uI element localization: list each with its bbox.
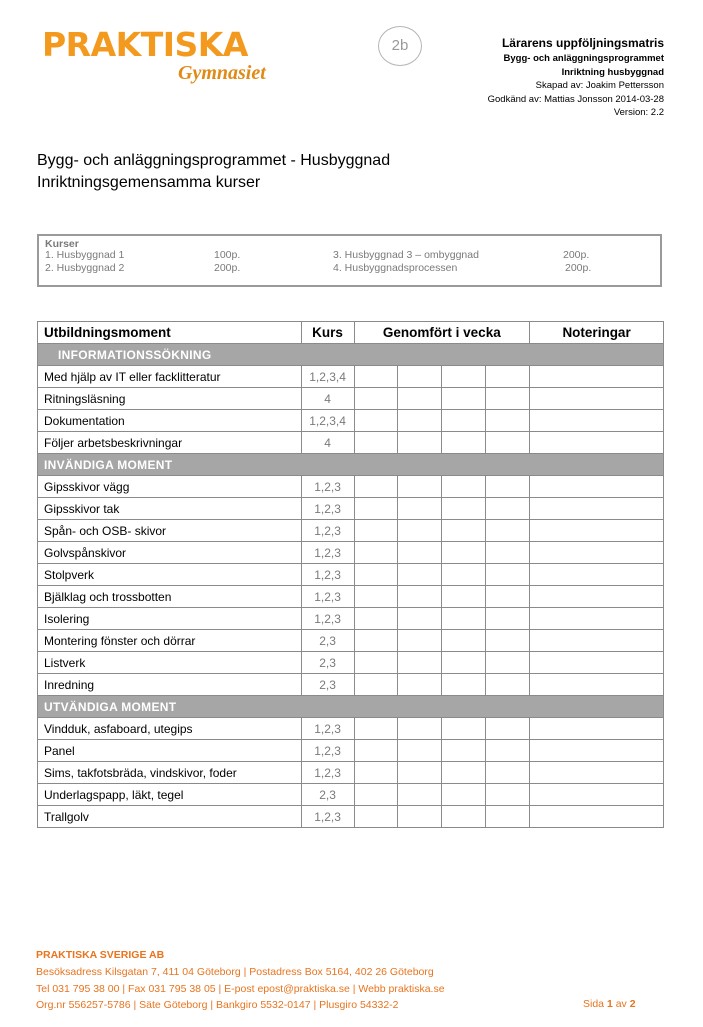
week-cell[interactable] (486, 388, 530, 410)
week-cell[interactable] (442, 586, 486, 608)
week-cell[interactable] (354, 432, 398, 454)
week-cell[interactable] (442, 630, 486, 652)
week-cell[interactable] (354, 806, 398, 828)
table-row (38, 718, 664, 740)
footer-address: Besöksadress Kilsgatan 7, 411 04 Göteborg | Postadress Box 5164, 402 26 Göteborg (36, 965, 434, 978)
week-cell[interactable] (442, 784, 486, 806)
week-cell[interactable] (398, 542, 442, 564)
course-name: 1. Husbyggnad 1 (45, 249, 125, 261)
week-cell[interactable] (442, 388, 486, 410)
week-cell[interactable] (354, 410, 398, 432)
header-utbildningsmoment: Utbildningsmoment (38, 322, 302, 344)
meta-title: Lärarens uppföljningsmatris (501, 36, 664, 50)
notes-cell[interactable] (530, 652, 664, 674)
table-row (38, 784, 664, 806)
week-cell[interactable] (354, 366, 398, 388)
notes-cell[interactable] (530, 564, 664, 586)
notes-cell[interactable] (530, 520, 664, 542)
table-row (38, 630, 664, 652)
moment-cell: Vindduk, asfaboard, utegips (38, 718, 302, 740)
page-title-line1: Bygg- och anläggningsprogrammet - Husbyggnad (37, 152, 391, 169)
page-mid: av (615, 998, 627, 1010)
logo-subtitle: Gymnasiet (178, 62, 266, 84)
page-total: 2 (629, 998, 636, 1010)
week-cell[interactable] (442, 476, 486, 498)
table-row (38, 652, 664, 674)
table-row (38, 806, 664, 828)
section-row (38, 454, 664, 476)
kurs-cell: 1,2,3 (301, 608, 354, 630)
week-cell[interactable] (442, 740, 486, 762)
header-genomfort: Genomfört i vecka (354, 322, 530, 344)
week-cell[interactable] (442, 432, 486, 454)
week-cell[interactable] (486, 586, 530, 608)
week-cell[interactable] (442, 564, 486, 586)
document-meta (488, 36, 664, 120)
week-cell[interactable] (398, 674, 442, 696)
week-cell[interactable] (398, 740, 442, 762)
notes-cell[interactable] (530, 388, 664, 410)
week-cell[interactable] (354, 520, 398, 542)
kurs-cell: 1,2,3 (301, 564, 354, 586)
notes-cell[interactable] (530, 718, 664, 740)
courses-label: Kurser (45, 238, 79, 250)
kurs-cell: 2,3 (301, 674, 354, 696)
week-cell[interactable] (398, 498, 442, 520)
moment-cell: Panel (38, 740, 302, 762)
week-cell[interactable] (354, 718, 398, 740)
moment-cell: Med hjälp av IT eller facklitteratur (38, 366, 302, 388)
section-title: INFORMATIONSSÖKNING (38, 344, 664, 366)
table-row (38, 608, 664, 630)
meta-program: Bygg- och anläggningsprogrammet (503, 53, 664, 64)
notes-cell[interactable] (530, 608, 664, 630)
kurs-cell: 1,2,3 (301, 476, 354, 498)
table-row (38, 366, 664, 388)
moment-cell: Trallgolv (38, 806, 302, 828)
kurs-cell: 2,3 (301, 652, 354, 674)
moment-cell: Inredning (38, 674, 302, 696)
week-cell[interactable] (398, 718, 442, 740)
kurs-cell: 2,3 (301, 784, 354, 806)
table-row (38, 432, 664, 454)
section-title: UTVÄNDIGA MOMENT (38, 696, 664, 718)
week-cell[interactable] (442, 652, 486, 674)
notes-cell[interactable] (530, 630, 664, 652)
week-cell[interactable] (486, 630, 530, 652)
header-kurs: Kurs (301, 322, 354, 344)
kurs-cell: 1,2,3,4 (301, 366, 354, 388)
moment-cell: Sims, takfotsbräda, vindskivor, foder (38, 762, 302, 784)
page-title (37, 150, 390, 194)
moment-cell: Ritningsläsning (38, 388, 302, 410)
week-cell[interactable] (398, 806, 442, 828)
week-cell[interactable] (354, 608, 398, 630)
kurs-cell: 1,2,3 (301, 762, 354, 784)
document-badge: 2b (378, 26, 422, 66)
moment-cell: Isolering (38, 608, 302, 630)
week-cell[interactable] (442, 498, 486, 520)
followup-matrix (37, 321, 664, 828)
matrix-body (38, 344, 664, 828)
logo-wordmark: PRAKTISKA (42, 25, 248, 64)
week-cell[interactable] (398, 366, 442, 388)
week-cell[interactable] (442, 674, 486, 696)
week-cell[interactable] (354, 652, 398, 674)
week-cell[interactable] (354, 674, 398, 696)
table-row (38, 762, 664, 784)
moment-cell: Bjälklag och trossbotten (38, 586, 302, 608)
table-row (38, 498, 664, 520)
week-cell[interactable] (354, 784, 398, 806)
moment-cell: Gipsskivor vägg (38, 476, 302, 498)
footer-company: PRAKTISKA SVERIGE AB (36, 949, 165, 961)
meta-approved: Godkänd av: Mattias Jonsson 2014-03-28 (487, 93, 664, 105)
praktiska-logo (42, 25, 266, 84)
moment-cell: Listverk (38, 652, 302, 674)
notes-cell[interactable] (530, 498, 664, 520)
page-current: 1 (606, 998, 613, 1010)
moment-cell: Gipsskivor tak (38, 498, 302, 520)
section-row (38, 696, 664, 718)
week-cell[interactable] (486, 806, 530, 828)
week-cell[interactable] (486, 498, 530, 520)
week-cell[interactable] (398, 410, 442, 432)
week-cell[interactable] (354, 630, 398, 652)
kurs-cell: 1,2,3 (301, 718, 354, 740)
week-cell[interactable] (398, 586, 442, 608)
notes-cell[interactable] (530, 674, 664, 696)
footer (36, 947, 445, 1014)
course-points: 100p. (214, 249, 241, 261)
week-cell[interactable] (354, 740, 398, 762)
week-cell[interactable] (398, 432, 442, 454)
table-row (38, 542, 664, 564)
week-cell[interactable] (486, 718, 530, 740)
table-row (38, 564, 664, 586)
week-cell[interactable] (354, 476, 398, 498)
week-cell[interactable] (398, 564, 442, 586)
table-row (38, 410, 664, 432)
notes-cell[interactable] (530, 476, 664, 498)
table-header-row (38, 322, 664, 344)
moment-cell: Golvspånskivor (38, 542, 302, 564)
week-cell[interactable] (486, 564, 530, 586)
week-cell[interactable] (486, 366, 530, 388)
week-cell[interactable] (442, 410, 486, 432)
kurs-cell: 4 (301, 432, 354, 454)
week-cell[interactable] (398, 476, 442, 498)
week-cell[interactable] (442, 520, 486, 542)
kurs-cell: 2,3 (301, 630, 354, 652)
header-noteringar: Noteringar (530, 322, 664, 344)
notes-cell[interactable] (530, 806, 664, 828)
notes-cell[interactable] (530, 762, 664, 784)
table-row (38, 740, 664, 762)
course-name: 3. Husbyggnad 3 – ombyggnad (333, 249, 479, 261)
week-cell[interactable] (486, 652, 530, 674)
week-cell[interactable] (486, 740, 530, 762)
moment-cell: Dokumentation (38, 410, 302, 432)
week-cell[interactable] (354, 388, 398, 410)
page-number (583, 998, 636, 1010)
notes-cell[interactable] (530, 740, 664, 762)
week-cell[interactable] (354, 762, 398, 784)
table-row (38, 476, 664, 498)
week-cell[interactable] (442, 608, 486, 630)
week-cell[interactable] (398, 630, 442, 652)
kurs-cell: 1,2,3 (301, 740, 354, 762)
moment-cell: Följer arbetsbeskrivningar (38, 432, 302, 454)
week-cell[interactable] (398, 784, 442, 806)
week-cell[interactable] (442, 542, 486, 564)
week-cell[interactable] (354, 542, 398, 564)
week-cell[interactable] (442, 762, 486, 784)
week-cell[interactable] (486, 674, 530, 696)
notes-cell[interactable] (530, 542, 664, 564)
moment-cell: Underlagspapp, läkt, tegel (38, 784, 302, 806)
week-cell[interactable] (398, 608, 442, 630)
moment-cell: Spån- och OSB- skivor (38, 520, 302, 542)
page-prefix: Sida (583, 998, 605, 1010)
notes-cell[interactable] (530, 366, 664, 388)
table-row (38, 388, 664, 410)
notes-cell[interactable] (530, 432, 664, 454)
kurs-cell: 1,2,3,4 (301, 410, 354, 432)
table-row (38, 674, 664, 696)
page-title-line2: Inriktningsgemensamma kurser (37, 174, 261, 191)
week-cell[interactable] (486, 542, 530, 564)
week-cell[interactable] (398, 388, 442, 410)
week-cell[interactable] (354, 586, 398, 608)
week-cell[interactable] (398, 652, 442, 674)
week-cell[interactable] (486, 410, 530, 432)
week-cell[interactable] (486, 762, 530, 784)
course-points: 200p. (214, 262, 241, 274)
courses-box (37, 234, 662, 287)
meta-created: Skapad av: Joakim Pettersson (535, 80, 664, 92)
week-cell[interactable] (354, 498, 398, 520)
table-row (38, 586, 664, 608)
table-row (38, 520, 664, 542)
kurs-cell: 1,2,3 (301, 806, 354, 828)
notes-cell[interactable] (530, 784, 664, 806)
week-cell[interactable] (486, 476, 530, 498)
week-cell[interactable] (354, 564, 398, 586)
kurs-cell: 1,2,3 (301, 520, 354, 542)
meta-inriktning: Inriktning husbyggnad (561, 66, 664, 78)
notes-cell[interactable] (530, 410, 664, 432)
course-name: 2. Husbyggnad 2 (45, 262, 125, 274)
week-cell[interactable] (442, 806, 486, 828)
week-cell[interactable] (486, 432, 530, 454)
week-cell[interactable] (486, 784, 530, 806)
week-cell[interactable] (486, 608, 530, 630)
course-points: 200p. (565, 262, 592, 274)
course-points: 200p. (563, 249, 590, 261)
kurs-cell: 1,2,3 (301, 586, 354, 608)
kurs-cell: 4 (301, 388, 354, 410)
week-cell[interactable] (442, 718, 486, 740)
kurs-cell: 1,2,3 (301, 498, 354, 520)
meta-version: Version: 2.2 (613, 107, 664, 119)
section-row (38, 344, 664, 366)
moment-cell: Stolpverk (38, 564, 302, 586)
notes-cell[interactable] (530, 586, 664, 608)
course-name: 4. Husbyggnadsprocessen (333, 262, 458, 274)
section-title: INVÄNDIGA MOMENT (38, 454, 664, 476)
footer-contact: Tel 031 795 38 00 | Fax 031 795 38 05 | E-post epost@praktiska.se | Webb praktiska.se (36, 982, 445, 995)
footer-org: Org.nr 556257-5786 | Säte Göteborg | Bankgiro 5532-0147 | Plusgiro 54332-2 (36, 999, 399, 1012)
week-cell[interactable] (398, 762, 442, 784)
week-cell[interactable] (398, 520, 442, 542)
kurs-cell: 1,2,3 (301, 542, 354, 564)
week-cell[interactable] (442, 366, 486, 388)
moment-cell: Montering fönster och dörrar (38, 630, 302, 652)
week-cell[interactable] (486, 520, 530, 542)
